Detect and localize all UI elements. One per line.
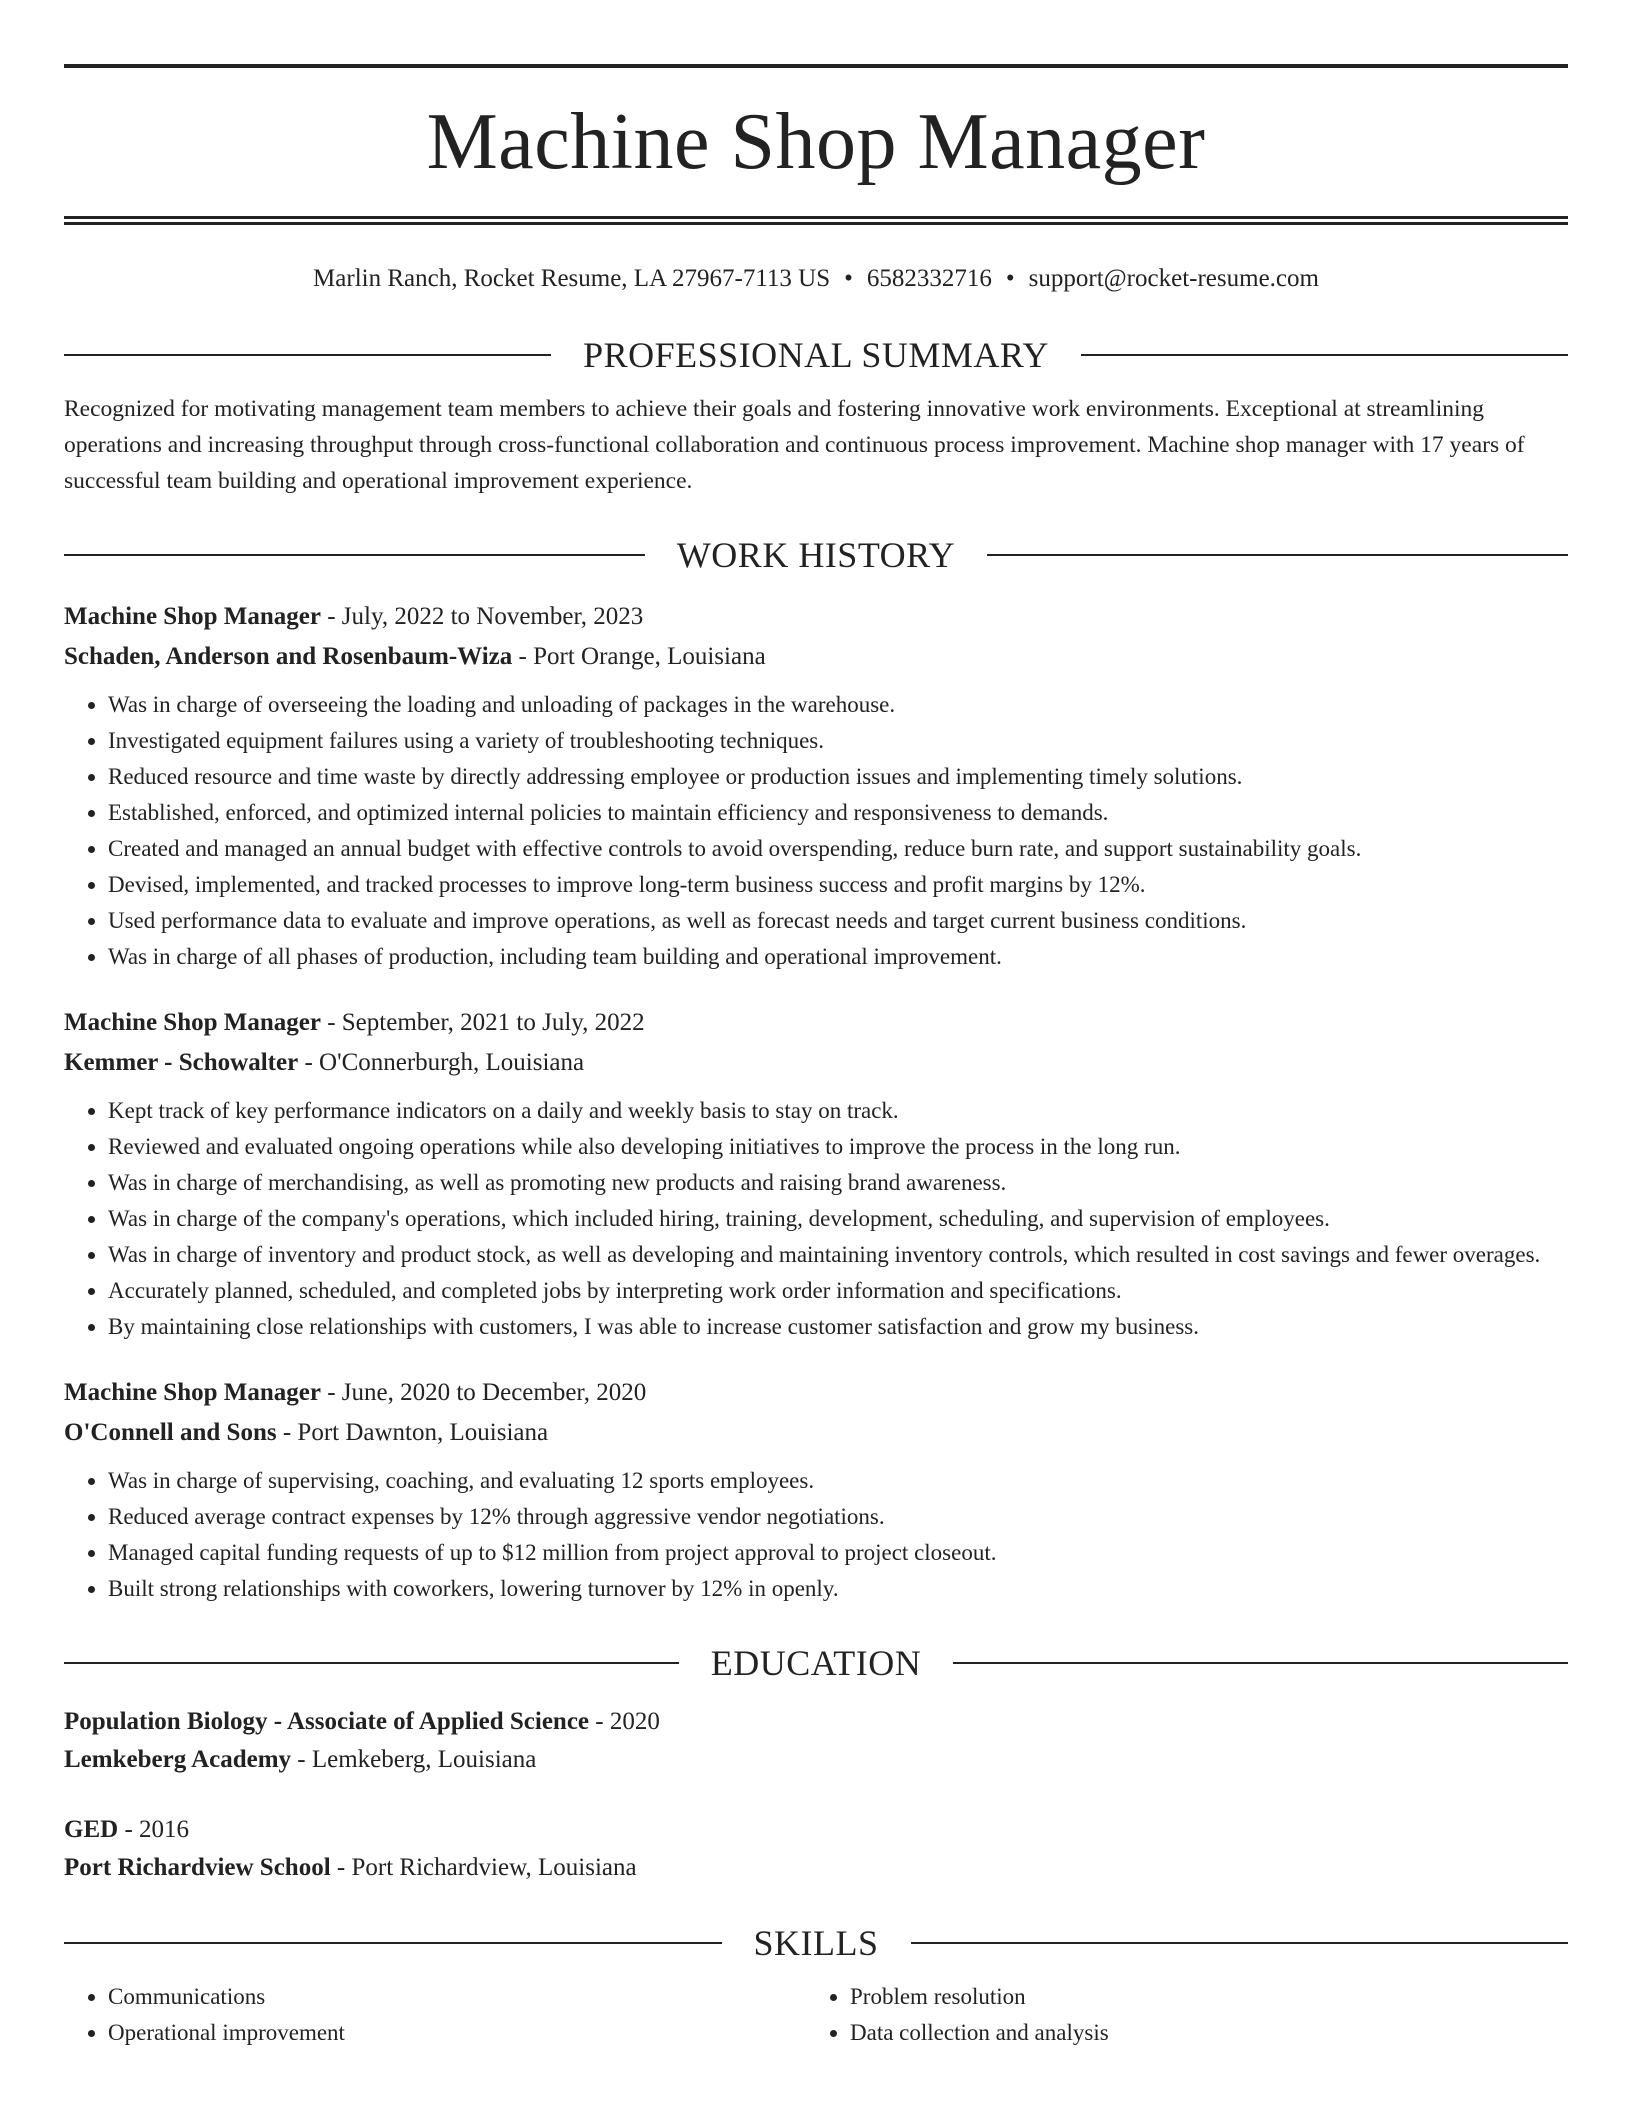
divider-line [953,1662,1568,1664]
education-school: Lemkeberg Academy [64,1746,292,1773]
section-title: PROFESSIONAL SUMMARY [583,335,1049,375]
education-year: - 2016 [118,1816,190,1843]
resume-name: Machine Shop Manager [426,98,1206,186]
education-school: Port Richardview School [64,1854,331,1881]
education-entry [64,1811,1568,1887]
job-entry [64,1003,1568,1345]
header-double-rule [64,216,1568,225]
job-location: - Port Orange, Louisiana [512,643,766,670]
job-role: Machine Shop Manager [64,603,321,630]
contact-line [64,259,1568,299]
divider-line [64,354,551,356]
job-company: Schaden, Anderson and Rosenbaum-Wiza [64,643,513,670]
job-role: Machine Shop Manager [64,1379,321,1406]
list-item: • Managed capital funding requests of up to $12 million from project approval to project closeout. [108,1535,1568,1571]
education-degree-line [64,1811,1568,1849]
divider-line [1081,354,1568,356]
section-title: WORK HISTORY [676,535,956,575]
section-title: SKILLS [753,1923,879,1963]
skills-column-left [64,1979,806,2051]
skill-item: • Problem resolution [850,1979,1548,2015]
job-company: Kemmer - Schowalter [64,1049,299,1076]
job-dates: - July, 2022 to November, 2023 [320,603,644,630]
header-top-rule [64,64,1568,68]
section-heading-work-history [64,533,1568,577]
list-item: • Built strong relationships with coworkers, lowering turnover by 12% in openly. [108,1571,1568,1607]
list-item: • Was in charge of merchandising, as well as promoting new products and raising brand awareness. [108,1165,1568,1201]
section-title: EDUCATION [710,1643,922,1683]
education-entry [64,1703,1568,1779]
job-location: - O'Connerburgh, Louisiana [298,1049,585,1076]
summary-text: Recognized for motivating management team members to achieve their goals and fostering innovative work environments. Exceptional at streamlining operations and increasing throughput through cross-functional collaboration and continuous process improvement. Machine shop manager with 17 years of successful team building and operational improvement experience. [64,396,1525,494]
job-dates: - June, 2020 to December, 2020 [320,1379,647,1406]
skill-item: • Data collection and analysis [850,2015,1548,2051]
skills-column-right [806,1979,1548,2051]
job-entry [64,1373,1568,1607]
list-item: • Reviewed and evaluated ongoing operations while also developing initiatives to improve the process in the long run. [108,1129,1568,1165]
education-location: - Lemkeberg, Louisiana [291,1746,537,1773]
job-role: Machine Shop Manager [64,1009,321,1036]
section-heading-education [64,1641,1568,1685]
education-school-line [64,1741,1568,1779]
list-item: • Reduced average contract expenses by 12% through aggressive vendor negotiations. [108,1499,1568,1535]
job-company-line [64,1043,1568,1083]
list-item: • Created and managed an annual budget with effective controls to avoid overspending, reduce burn rate, and support sustainability goals. [108,831,1568,867]
job-company-line [64,1413,1568,1453]
resume-page [64,64,1568,2051]
divider-line [64,554,645,556]
skill-item: • Operational improvement [108,2015,806,2051]
list-item: • Reduced resource and time waste by directly addressing employee or production issues and implementing timely solutions. [108,759,1568,795]
job-location: - Port Dawnton, Louisiana [276,1419,549,1446]
education-location: - Port Richardview, Louisiana [330,1854,637,1881]
education-degree: GED [64,1816,119,1843]
skill-item: • Communications [108,1979,806,2015]
divider-line [64,1662,679,1664]
education-degree-line [64,1703,1568,1741]
list-item: • Was in charge of inventory and product stock, as well as developing and maintaining inventory controls, which resulted in cost savings and fewer overages. [108,1237,1568,1273]
list-item: • Investigated equipment failures using a variety of troubleshooting techniques. [108,723,1568,759]
list-item: • Was in charge of all phases of production, including team building and operational improvement. [108,939,1568,975]
contact-separator: • [844,265,853,292]
job-title-line [64,597,1568,637]
job-company-line [64,637,1568,677]
list-item: • Used performance data to evaluate and improve operations, as well as forecast needs and target current business conditions. [108,903,1568,939]
list-item: • Was in charge of the company's operations, which included hiring, training, development, scheduling, and supervision of employees. [108,1201,1568,1237]
divider-line [987,554,1568,556]
education-degree: Population Biology - Associate of Applied Science [64,1708,590,1735]
divider-line [911,1942,1569,1944]
list-item: • Was in charge of overseeing the loading and unloading of packages in the warehouse. [108,687,1568,723]
job-bullets [64,687,1568,975]
contact-email[interactable]: support@rocket-resume.com [1028,265,1319,292]
divider-line [64,1942,722,1944]
section-heading-skills [64,1921,1568,1965]
job-title-line [64,1373,1568,1413]
contact-address: Marlin Ranch, Rocket Resume, LA 27967-7113 US [313,265,831,292]
contact-phone: 6582332716 [866,265,992,292]
list-item: • Established, enforced, and optimized internal policies to maintain efficiency and responsiveness to demands. [108,795,1568,831]
list-item: • Was in charge of supervising, coaching, and evaluating 12 sports employees. [108,1463,1568,1499]
education-school-line [64,1849,1568,1887]
job-bullets [64,1093,1568,1345]
list-item: • Devised, implemented, and tracked processes to improve long-term business success and profit margins by 12%. [108,867,1568,903]
contact-separator: • [1005,265,1015,292]
section-heading-summary [64,333,1568,377]
job-company: O'Connell and Sons [64,1419,277,1446]
job-bullets [64,1463,1568,1607]
job-entry [64,597,1568,975]
list-item: • By maintaining close relationships with customers, I was able to increase customer satisfaction and grow my business. [108,1309,1568,1345]
skills-list [64,1979,1568,2051]
list-item: • Kept track of key performance indicators on a daily and weekly basis to stay on track. [108,1093,1568,1129]
job-title-line [64,1003,1568,1043]
list-item: • Accurately planned, scheduled, and completed jobs by interpreting work order information and specifications. [108,1273,1568,1309]
education-year: - 2020 [589,1708,660,1735]
job-dates: - September, 2021 to July, 2022 [320,1009,645,1036]
